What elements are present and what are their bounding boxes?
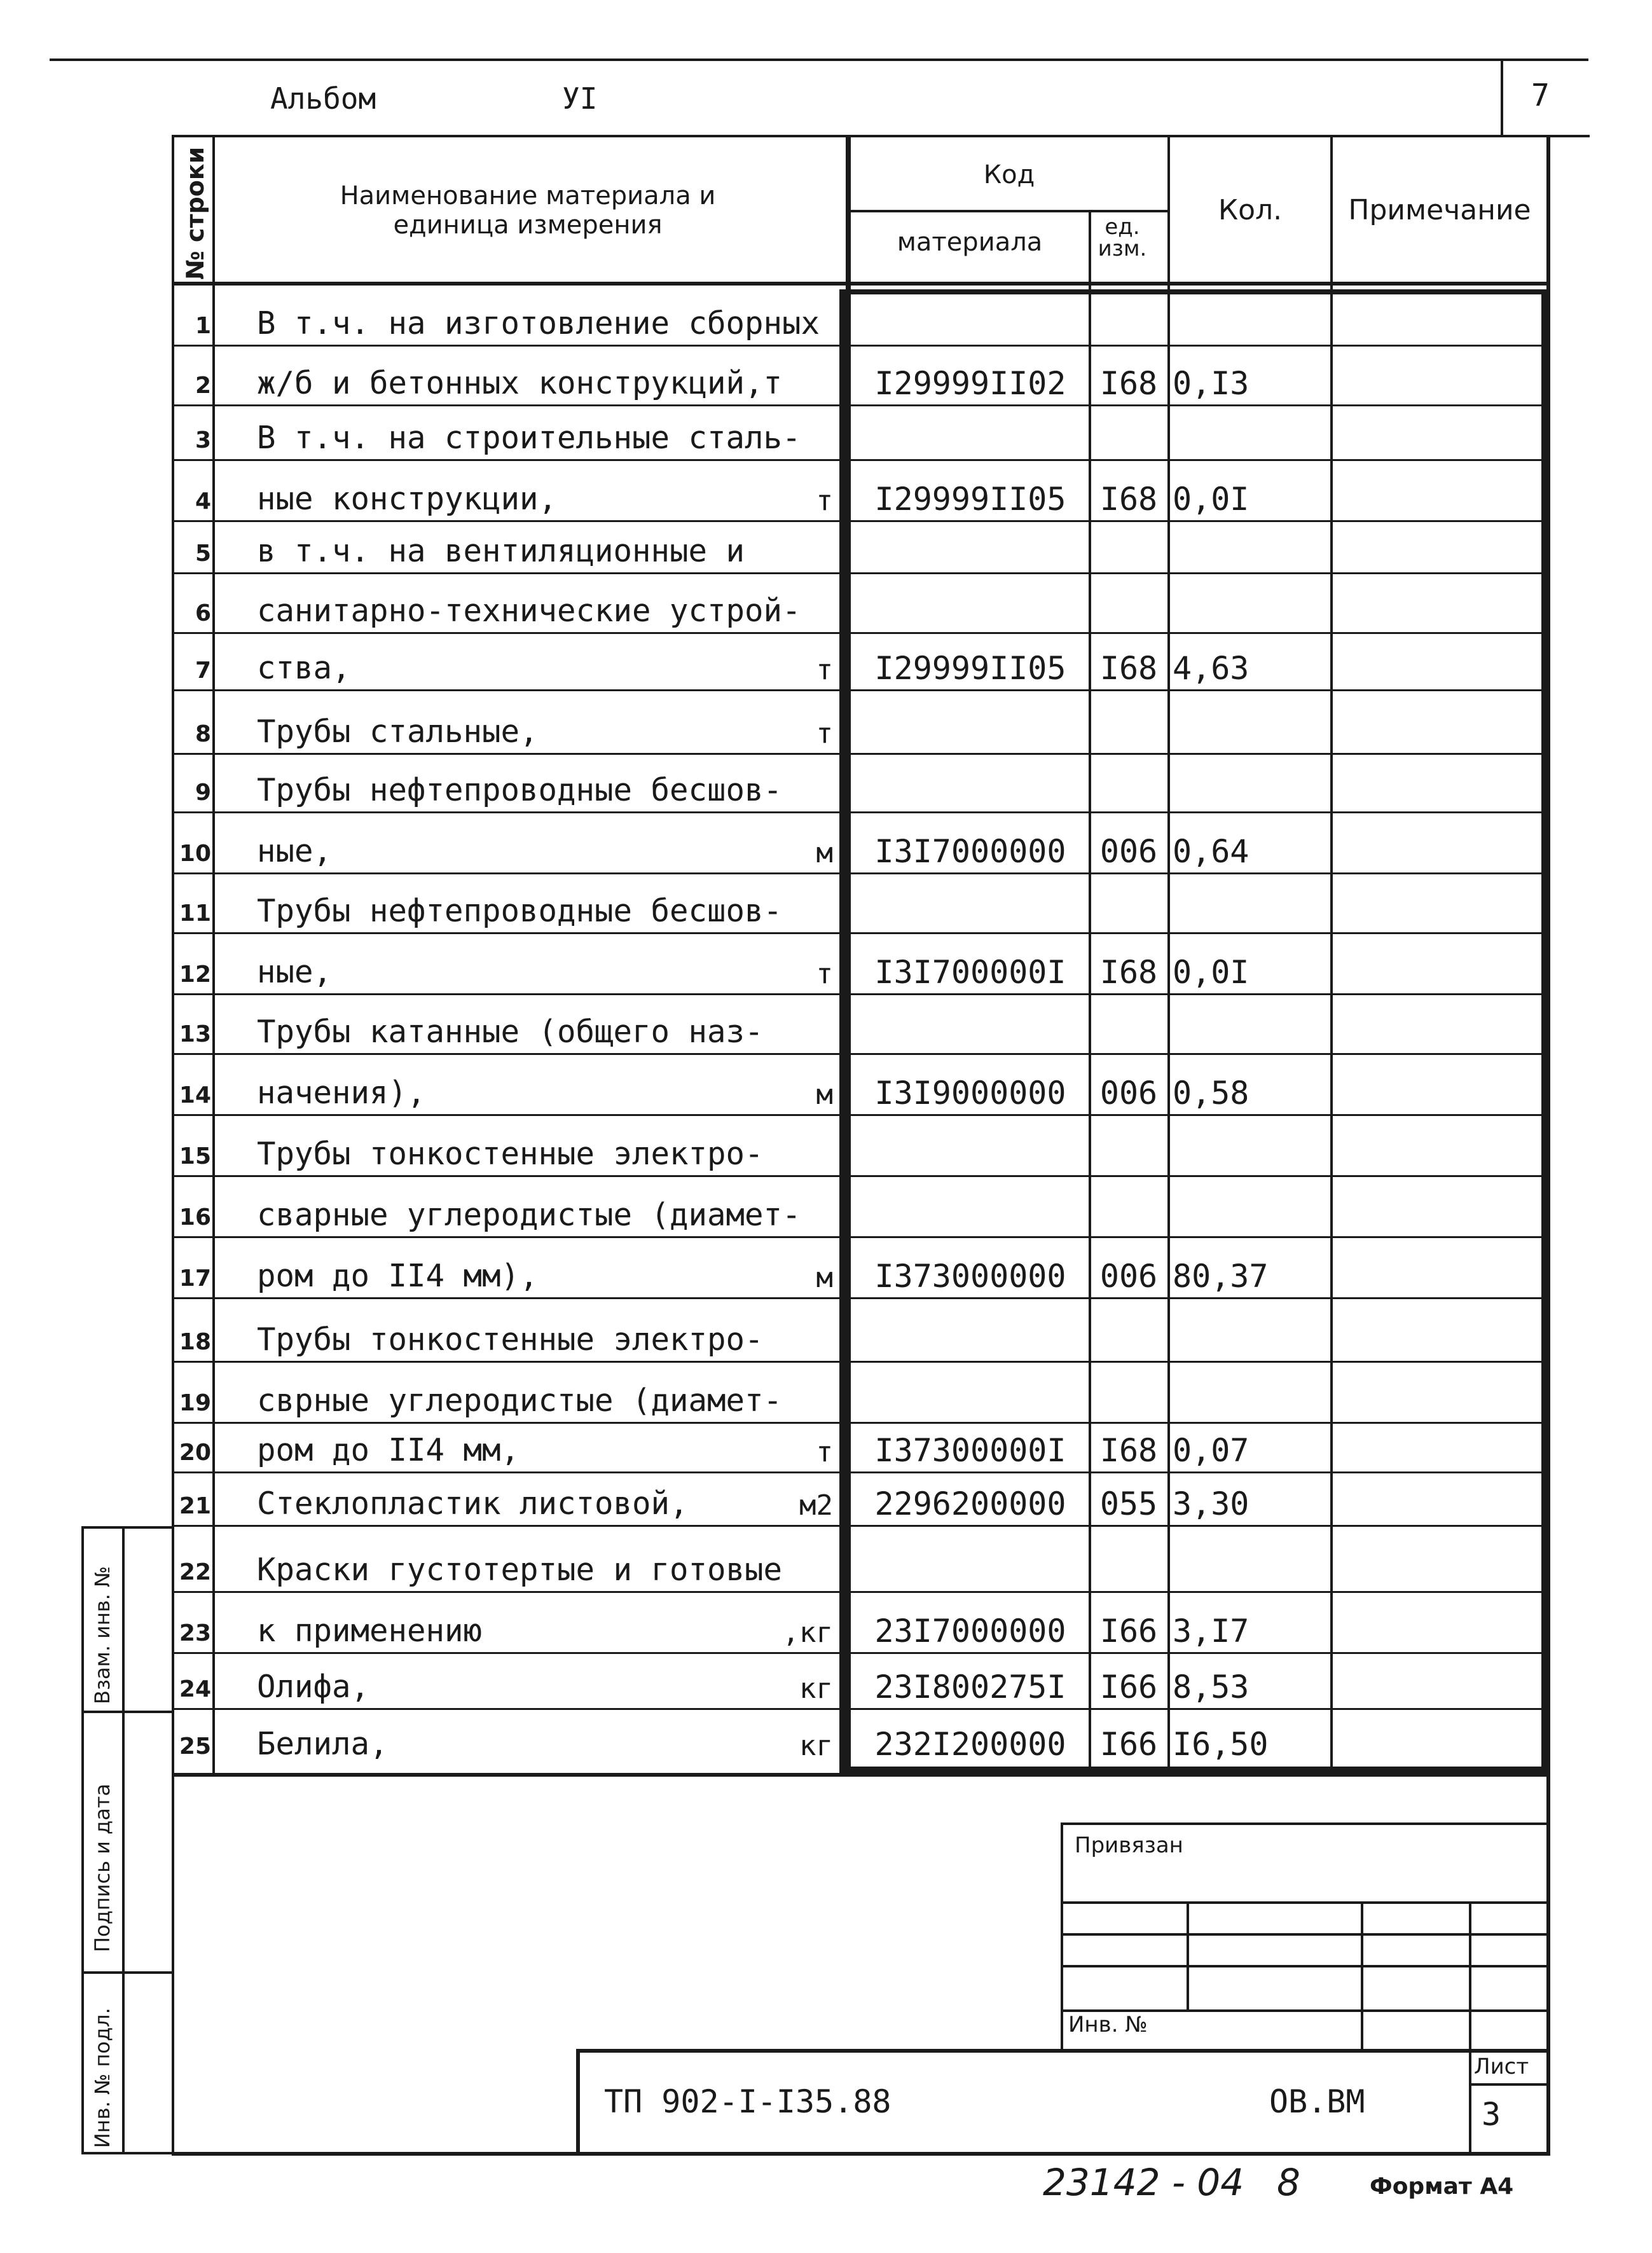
row-unit-label: т (816, 717, 833, 750)
row-number: 22 (179, 1559, 211, 1585)
row-number: 11 (179, 900, 211, 927)
row-unit-code: I68 (1099, 954, 1158, 991)
row-material-code: I29999II02 (874, 365, 1066, 402)
row-unit-label: м (816, 837, 833, 869)
row-material-name: ром до II4 мм), (257, 1258, 539, 1294)
row-number: 17 (179, 1265, 211, 1292)
row-material-name: Трубы нефтепроводные бесшов- (257, 772, 783, 808)
row-number: 20 (179, 1440, 211, 1466)
handwritten-index: 8 (1277, 2161, 1300, 2204)
row-number: 7 (195, 658, 211, 684)
side-label-podpis: Подпись и дата (90, 1783, 114, 1952)
row-quantity: 4,63 (1173, 650, 1249, 687)
album-number: УI (562, 81, 598, 116)
format-label: Формат А4 (1370, 2174, 1514, 2200)
row-unit-code: 006 (1099, 1258, 1158, 1295)
row-unit-label: т (816, 654, 833, 686)
name-column-header: Наименование материала и единица измерения (340, 181, 716, 240)
row-material-code: 2296200000 (874, 1485, 1066, 1522)
row-quantity: 0,58 (1173, 1075, 1249, 1112)
row-unit-code: 055 (1099, 1485, 1158, 1522)
note-column-header: Примечание (1348, 194, 1531, 226)
row-number: 10 (179, 841, 211, 867)
row-number: 8 (195, 721, 211, 747)
code-material-header: материала (897, 228, 1043, 257)
row-unit-code: 006 (1099, 1075, 1158, 1112)
inv-no-label: Инв. № (1068, 2012, 1148, 2037)
row-unit-code: 006 (1099, 833, 1158, 870)
row-material-name: начения), (257, 1075, 426, 1111)
row-quantity: 3,30 (1173, 1485, 1249, 1522)
row-number: 14 (179, 1082, 211, 1108)
row-material-code: I3I9000000 (874, 1075, 1066, 1112)
row-material-code: I3I700000I (874, 954, 1066, 991)
row-unit-label: кг (799, 1672, 833, 1705)
row-number: 12 (179, 961, 211, 988)
row-number: 19 (179, 1390, 211, 1416)
row-material-code: I3I7000000 (874, 833, 1066, 870)
row-number: 1 (195, 313, 211, 339)
row-material-code: 23I7000000 (874, 1613, 1066, 1650)
row-material-name: ные, (257, 833, 333, 869)
row-material-code: I37300000I (874, 1432, 1066, 1469)
sheet-label: Лист (1474, 2054, 1529, 2079)
row-material-name: сварные углеродистые (диамет- (257, 1197, 801, 1233)
row-unit-label: ,кг (782, 1616, 833, 1649)
row-material-code: I29999II05 (874, 650, 1066, 687)
row-material-name: в т.ч. на вентиляционные и (257, 533, 745, 569)
row-number: 5 (195, 541, 211, 567)
row-number-header: № строки (181, 146, 209, 280)
row-unit-code: I66 (1099, 1726, 1158, 1763)
document-mark: ОВ.ВМ (1269, 2083, 1365, 2120)
row-unit-label: т (816, 958, 833, 990)
row-quantity: 0,0I (1173, 954, 1249, 991)
privyazan-label: Привязан (1075, 1833, 1183, 1858)
side-label-inv-podl: Инв. № подл. (90, 2008, 114, 2148)
row-material-name: В т.ч. на изготовление сборных (257, 305, 820, 341)
row-number: 23 (179, 1620, 211, 1646)
row-unit-label: кг (799, 1730, 833, 1762)
row-material-name: сврные углеродистые (диамет- (257, 1382, 783, 1419)
row-number: 13 (179, 1021, 211, 1047)
row-material-name: ства, (257, 650, 351, 686)
row-material-name: Стеклопластик листовой, (257, 1485, 689, 1522)
row-unit-code: I66 (1099, 1613, 1158, 1650)
row-number: 16 (179, 1204, 211, 1230)
page-number: 7 (1531, 78, 1550, 113)
row-number: 25 (179, 1733, 211, 1760)
row-material-name: ром до II4 мм, (257, 1432, 520, 1468)
row-quantity: 0,0I (1173, 481, 1249, 518)
row-material-name: Трубы стальные, (257, 713, 539, 750)
side-label-vzam: Взам. инв. № (90, 1566, 114, 1704)
row-number: 15 (179, 1143, 211, 1169)
row-number: 4 (195, 488, 211, 514)
row-unit-label: т (816, 1436, 833, 1468)
row-unit-label: м (816, 1078, 833, 1111)
row-material-name: Трубы катанные (общего наз- (257, 1014, 764, 1050)
row-unit-label: т (816, 485, 833, 517)
code-unit-header: ед. изм. (1098, 214, 1147, 261)
row-unit-code: I68 (1099, 650, 1158, 687)
row-material-code: I29999II05 (874, 481, 1066, 518)
row-number: 6 (195, 600, 211, 626)
row-material-code: I373000000 (874, 1258, 1066, 1295)
row-quantity: I6,50 (1173, 1726, 1269, 1763)
row-material-name: к применению (257, 1613, 483, 1649)
row-quantity: 0,07 (1173, 1432, 1249, 1469)
row-material-name: ж/б и бетонных конструкций,т (257, 365, 783, 401)
row-number: 18 (179, 1329, 211, 1355)
row-material-name: Трубы нефтепроводные бесшов- (257, 893, 783, 929)
row-material-name: Трубы тонкостенные электро- (257, 1136, 764, 1172)
row-quantity: 80,37 (1173, 1258, 1269, 1295)
row-number: 2 (195, 373, 211, 399)
row-unit-label: м2 (799, 1489, 833, 1522)
row-number: 9 (195, 780, 211, 806)
row-unit-code: I68 (1099, 481, 1158, 518)
row-unit-label: м (816, 1262, 833, 1294)
row-quantity: 0,64 (1173, 833, 1249, 870)
row-unit-code: I68 (1099, 365, 1158, 402)
row-material-name: ные конструкции, (257, 481, 558, 517)
row-unit-code: I68 (1099, 1432, 1158, 1469)
row-material-name: Олифа, (257, 1669, 370, 1705)
row-number: 21 (179, 1493, 211, 1519)
row-number: 24 (179, 1676, 211, 1702)
row-material-code: 232I200000 (874, 1726, 1066, 1763)
sheet-number: 3 (1482, 2096, 1501, 2133)
row-material-name: ные, (257, 954, 333, 990)
code-column-header: Код (983, 160, 1035, 189)
row-material-name: Краски густотертые и готовые (257, 1552, 783, 1588)
album-label: Альбом (270, 81, 376, 116)
row-material-name: Белила, (257, 1726, 389, 1762)
row-quantity: 3,I7 (1173, 1613, 1249, 1650)
row-quantity: 0,I3 (1173, 365, 1249, 402)
row-material-name: санитарно-технические устрой- (257, 593, 801, 629)
document-code: ТП 902-I-I35.88 (604, 2083, 891, 2120)
row-number: 3 (195, 427, 211, 453)
row-unit-code: I66 (1099, 1669, 1158, 1705)
handwritten-number: 23142 - 04 (1043, 2161, 1244, 2204)
row-material-name: В т.ч. на строительные сталь- (257, 420, 801, 456)
row-material-name: Трубы тонкостенные электро- (257, 1321, 764, 1358)
row-quantity: 8,53 (1173, 1669, 1249, 1705)
qty-column-header: Кол. (1218, 194, 1283, 226)
row-material-code: 23I800275I (874, 1669, 1066, 1705)
